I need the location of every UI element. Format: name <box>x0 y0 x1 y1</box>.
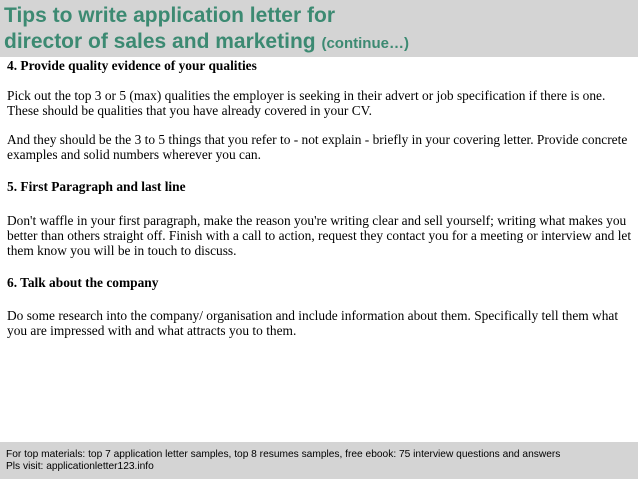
slide-body <box>7 58 633 338</box>
section-6-paragraph-1: Do some research into the company/ organisation and include information about them. Specifically tell them what you are impressed with and what attracts you to them. <box>7 308 619 338</box>
section-4-paragraph-1: Pick out the top 3 or 5 (max) qualities the employer is seeking in their advert or job specification if there is one. These should be qualities that you have already covered in your CV. <box>7 88 606 118</box>
title-line-2: director of sales and marketing <box>4 30 316 53</box>
slide-title <box>4 3 409 57</box>
section-5-paragraph-1: Don't waffle in your first paragraph, make the reason you're writing clear and sell yourself; writing what makes you better than others straight off. Finish with a call to action, request they contact you for a meeting or interview and let them know you will be in touch to discuss. <box>7 213 632 258</box>
title-line-1: Tips to write application letter for <box>4 4 335 27</box>
footer-bar <box>0 442 638 479</box>
title-suffix: (continue…) <box>321 35 409 52</box>
footer-line-1: For top materials: top 7 application letter samples, top 8 resumes samples, free ebook: 75 interview questions and answers <box>6 449 561 460</box>
title-bar <box>0 0 638 57</box>
section-6-heading: 6. Talk about the company <box>7 275 159 290</box>
section-5-heading: 5. First Paragraph and last line <box>7 179 186 194</box>
section-4-paragraph-2: And they should be the 3 to 5 things that you refer to - not explain - briefly in your covering letter. Provide concrete examples and solid numbers wherever you can. <box>7 132 628 162</box>
footer-line-2: Pls visit: applicationletter123.info <box>6 461 154 472</box>
section-4-heading: 4. Provide quality evidence of your qualities <box>7 58 257 73</box>
